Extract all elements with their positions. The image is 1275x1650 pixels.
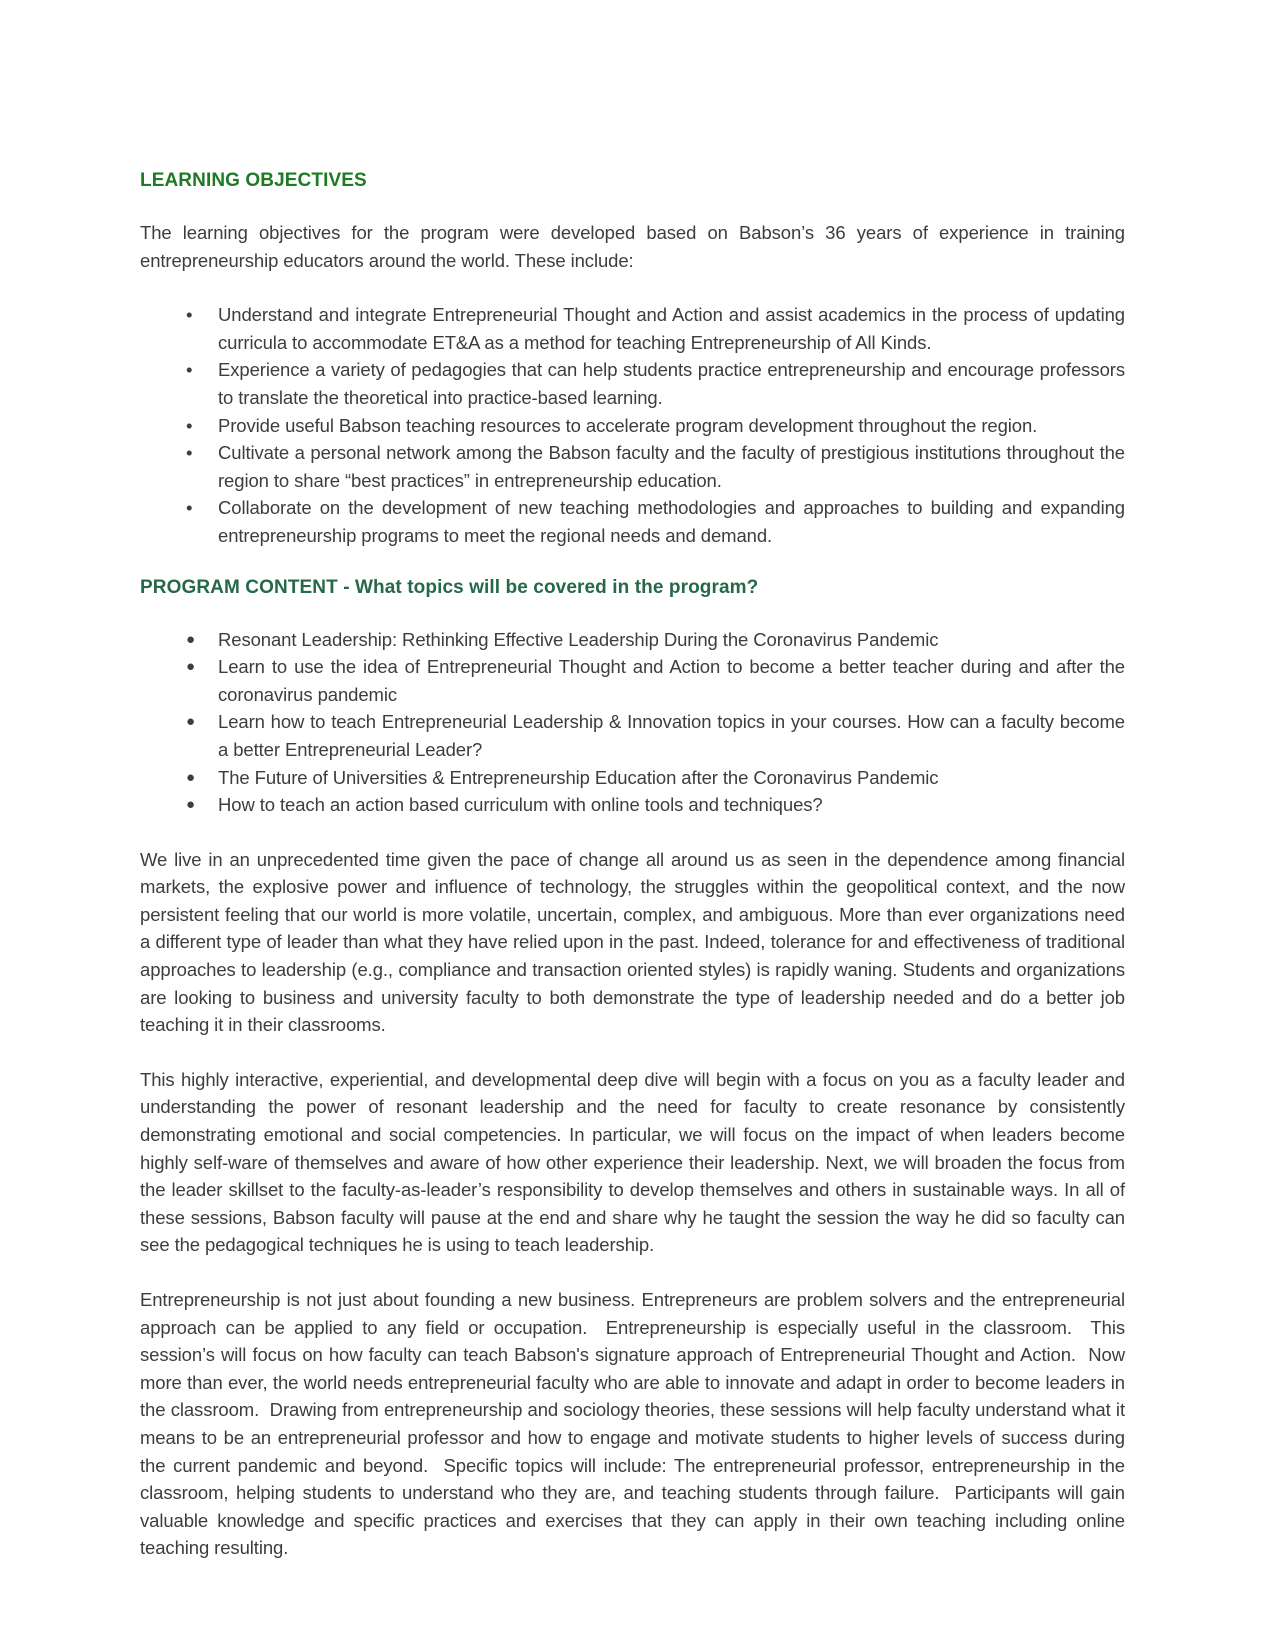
- list-item-text: Cultivate a personal network among the Babson faculty and the faculty of prestigious institutions throughout the region to share “best practices” in entrepreneurship education.: [218, 442, 1125, 491]
- list-item: [140, 301, 1125, 356]
- list-item: [140, 412, 1125, 440]
- paragraph-program-description: This highly interactive, experiential, and developmental deep dive will begin with a focus on you as a faculty leader and understanding the power of resonant leadership and the need for faculty to create resonance by consistently demonstrating emotional and social competencies. In particular, we will focus on the impact of when leaders become highly self-ware of themselves and aware of how other experience their leadership. Next, we will broaden the focus from the leader skillset to the faculty-as-leader’s responsibility to develop themselves and others in sustainable ways. In all of these sessions, Babson faculty will pause at the end and share why he taught the session the way he did so faculty can see the pedagogical techniques he is using to teach leadership.: [140, 1068, 1125, 1256]
- list-item: [140, 764, 1125, 792]
- bullet-marker: •: [186, 414, 193, 436]
- bullet-marker: ●: [186, 768, 195, 786]
- bullet-marker: •: [186, 304, 193, 326]
- program-content-list: [140, 626, 1125, 819]
- list-item: [140, 439, 1125, 494]
- list-item: [140, 626, 1125, 654]
- list-item-text: Experience a variety of pedagogies that can help students practice entrepreneurship and encourage professors to translate the theoretical into practice-based learning.: [218, 359, 1125, 408]
- program-content-heading: PROGRAM CONTENT - What topics will be covered in the program?: [140, 576, 759, 598]
- list-item: [140, 356, 1125, 411]
- bullet-marker: •: [186, 497, 193, 519]
- list-item: [140, 791, 1125, 819]
- list-item-text: The Future of Universities & Entrepreneurship Education after the Coronavirus Pandemic: [218, 766, 939, 788]
- list-item-text: Understand and integrate Entrepreneurial Thought and Action and assist academics in the process of updating curricula to accommodate ET&A as a method for teaching Entrepreneurship of All Kinds.: [218, 304, 1125, 353]
- list-item-text: Provide useful Babson teaching resources to accelerate program development throughout the region.: [218, 414, 1038, 436]
- list-item: [140, 653, 1125, 708]
- learning-objectives-intro: The learning objectives for the program were developed based on Babson’s 36 years of experience in training entrepreneurship educators around the world. These include:: [140, 222, 1125, 271]
- learning-objectives-heading: LEARNING OBJECTIVES: [140, 170, 367, 191]
- list-item: [140, 494, 1125, 549]
- bullet-marker: ●: [186, 630, 195, 648]
- list-item: [140, 708, 1125, 763]
- list-item-text: Learn to use the idea of Entrepreneurial Thought and Action to become a better teacher during and after the coronavirus pandemic: [218, 656, 1125, 705]
- learning-objectives-list: [140, 301, 1125, 549]
- bullet-marker: •: [186, 359, 193, 381]
- bullet-marker: ●: [186, 796, 195, 814]
- bullet-marker: ●: [186, 658, 195, 676]
- bullet-marker: ●: [186, 713, 195, 731]
- list-item-text: How to teach an action based curriculum with online tools and techniques?: [218, 794, 823, 816]
- paragraph-entrepreneurship-session: Entrepreneurship is not just about founding a new business. Entrepreneurs are problem solvers and the entrepreneurial approach can be applied to any field or occupation. Entrepreneurship is especially useful in the classroom. This session’s will focus on how faculty can teach Babson's signature approach of Entrepreneurial Thought and Action. Now more than ever, the world needs entrepreneurial faculty who are able to innovate and adapt in order to become leaders in the classroom. Drawing from entrepreneurship and sociology theories, these sessions will help faculty understand what it means to be an entrepreneurial professor and how to engage and motivate students to higher levels of success during the current pandemic and beyond. Specific topics will include: The entrepreneurial professor, entrepreneurship in the classroom, helping students to understand who they are, and teaching students through failure. Participants will gain valuable knowledge and specific practices and exercises that they can apply in their own teaching including online teaching resulting.: [140, 1289, 1125, 1559]
- bullet-marker: •: [186, 442, 193, 464]
- list-item-text: Learn how to teach Entrepreneurial Leadership & Innovation topics in your courses. How can a faculty become a better Entrepreneurial Leader?: [218, 711, 1125, 760]
- paragraph-leadership-context: We live in an unprecedented time given the pace of change all around us as seen in the dependence among financial markets, the explosive power and influence of technology, the struggles within the geopolitical context, and the now persistent feeling that our world is more volatile, uncertain, complex, and ambiguous. More than ever organizations need a different type of leader than what they have relied upon in the past. Indeed, tolerance for and effectiveness of traditional approaches to leadership (e.g., compliance and transaction oriented styles) is rapidly waning. Students and organizations are looking to business and university faculty to both demonstrate the type of leadership needed and do a better job teaching it in their classrooms.: [140, 848, 1125, 1036]
- list-item-text: Collaborate on the development of new teaching methodologies and approaches to building and expanding entrepreneurship programs to meet the regional needs and demand.: [218, 497, 1125, 546]
- list-item-text: Resonant Leadership: Rethinking Effective Leadership During the Coronavirus Pandemic: [218, 628, 939, 650]
